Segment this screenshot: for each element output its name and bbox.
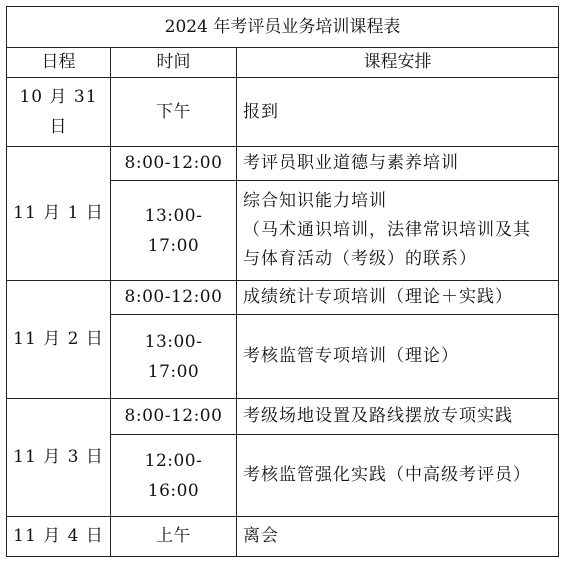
title-row	[7, 7, 559, 48]
header-row	[7, 48, 559, 78]
course-cell	[237, 517, 559, 557]
date-cell: 11 月 1 日	[7, 147, 111, 281]
course-cell	[237, 399, 559, 435]
time-cell: 12:00-16:00	[111, 435, 237, 517]
course-line: （马术通识培训，法律常识培训及其	[243, 220, 531, 240]
table-row	[7, 78, 559, 147]
course-line: 离会	[243, 526, 279, 546]
course-line: 成绩统计专项培训（理论＋实践）	[243, 287, 513, 307]
course-cell	[237, 147, 559, 181]
course-cell	[237, 435, 559, 517]
table-row	[7, 147, 559, 181]
date-cell: 10 月 31 日	[7, 78, 111, 147]
date-cell: 11 月 4 日	[7, 517, 111, 557]
course-line: 考评员职业道德与素养培训	[243, 153, 459, 173]
time-cell: 8:00-12:00	[111, 147, 237, 181]
time-cell: 8:00-12:00	[111, 399, 237, 435]
course-line: 与体育活动（考级）的联系）	[243, 249, 477, 269]
course-line: 考核监管专项培训（理论）	[243, 346, 459, 366]
course-line: 报到	[243, 101, 279, 122]
date-cell: 11 月 3 日	[7, 399, 111, 517]
time-cell: 8:00-12:00	[111, 281, 237, 315]
header-date: 日程	[7, 48, 111, 78]
table-title: 2024 年考评员业务培训课程表	[7, 7, 559, 48]
time-cell: 上午	[111, 517, 237, 557]
time-cell: 13:00-17:00	[111, 315, 237, 399]
course-line: 考核监管强化实践（中高级考评员）	[243, 465, 531, 485]
course-cell	[237, 181, 559, 281]
table-row	[7, 281, 559, 315]
course-cell	[237, 315, 559, 399]
course-cell	[237, 78, 559, 147]
time-cell: 下午	[111, 78, 237, 147]
course-line: 综合知识能力培训	[243, 191, 387, 211]
course-cell	[237, 281, 559, 315]
date-cell: 11 月 2 日	[7, 281, 111, 399]
header-time: 时间	[111, 48, 237, 78]
course-line: 考级场地设置及路线摆放专项实践	[243, 406, 513, 426]
header-course: 课程安排	[237, 48, 559, 78]
time-cell: 13:00-17:00	[111, 181, 237, 281]
table-row	[7, 517, 559, 557]
schedule-table	[6, 6, 559, 557]
table-row	[7, 399, 559, 435]
